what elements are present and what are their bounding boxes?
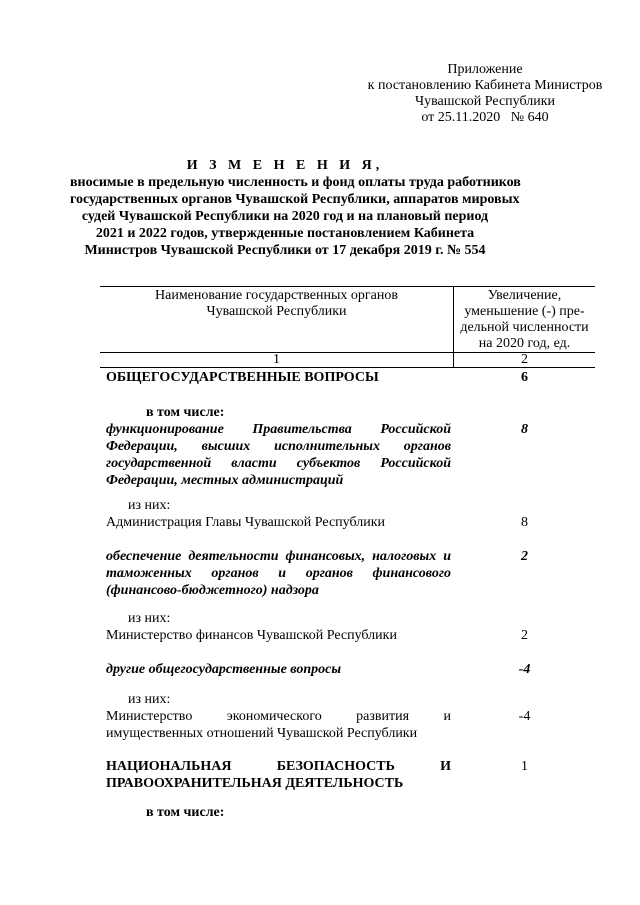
header-text: уменьшение (-) пре- xyxy=(464,304,585,319)
header-cell-change xyxy=(454,288,595,352)
title-line: 2021 и 2022 годов, утвержденные постановлением Кабинета xyxy=(95,226,475,241)
table-row-value: 8 xyxy=(521,515,528,530)
header-text: Увеличение, xyxy=(487,288,562,303)
table-number-border xyxy=(100,367,595,368)
table-row-value: 8 xyxy=(521,422,528,437)
appendix-block xyxy=(360,62,610,126)
header-text: Наименование государственных органов xyxy=(155,288,398,303)
table-row-section-title: НАЦИОНАЛЬНАЯ БЕЗОПАСНОСТЬ И ПРАВООХРАНИТЕЛЬНАЯ ДЕЯТЕЛЬНОСТЬ xyxy=(106,759,451,791)
table-row-category: другие общегосударственные вопросы xyxy=(106,662,342,677)
appendix-line: Приложение xyxy=(447,62,523,77)
table-row-value: -4 xyxy=(518,662,531,677)
title-line: судей Чувашской Республики на 2020 год и на плановый период xyxy=(81,209,489,224)
appendix-line: от 25.11.2020 № 640 xyxy=(421,110,549,125)
table-row-organ: Министерство финансов Чувашской Республики xyxy=(106,628,397,643)
table-row-subheading: из них: xyxy=(128,611,171,626)
table-top-border xyxy=(100,286,595,287)
title-line: вносимые в предельную численность и фонд оплаты труда работников xyxy=(70,175,521,190)
column-number-1: 1 xyxy=(273,352,280,367)
appendix-line: к постановлению Кабинета Министров xyxy=(367,78,603,93)
table-row-subheading: из них: xyxy=(128,498,171,513)
table-row-category: обеспечение деятельности финансовых, налоговых и таможенных органов и органов финансового (финансово-бюджетного) надзора xyxy=(106,549,451,598)
table-row-value: 1 xyxy=(521,759,528,774)
table-row-value: -4 xyxy=(518,709,531,724)
appendix-line: Чувашской Республики xyxy=(414,94,556,109)
title-line: Министров Чувашской Республики от 17 декабря 2019 г. № 554 xyxy=(84,243,486,258)
title-heading: И З М Е Н Е Н И Я, xyxy=(186,158,384,173)
table-row-organ: Администрация Главы Чувашской Республики xyxy=(106,515,386,530)
table-row-subheading: из них: xyxy=(128,692,171,707)
header-text: дельной численности xyxy=(460,320,589,335)
table-row-subheading: в том числе: xyxy=(146,805,225,820)
document-title xyxy=(70,157,521,259)
table-row-section-title: ОБЩЕГОСУДАРСТВЕННЫЕ ВОПРОСЫ xyxy=(106,370,379,385)
title-line: государственных органов Чувашской Республики, аппаратов мировых xyxy=(70,192,520,207)
header-text: на 2020 год, ед. xyxy=(478,336,571,351)
header-cell-name xyxy=(100,288,453,320)
table-row-value: 6 xyxy=(521,370,528,385)
table-row-category: функционирование Правительства Российской Федерации, высших исполнительных органов государственной власти субъектов Российской Федерации, местных администраций xyxy=(106,422,451,488)
header-text: Чувашской Республики xyxy=(206,304,347,319)
table-row-value: 2 xyxy=(521,628,528,643)
column-number-2: 2 xyxy=(521,352,528,367)
table-row-organ: Министерство экономического развития и имущественных отношений Чувашской Республики xyxy=(106,709,451,741)
table-row-subheading: в том числе: xyxy=(146,405,225,420)
table-row-value: 2 xyxy=(521,549,528,564)
